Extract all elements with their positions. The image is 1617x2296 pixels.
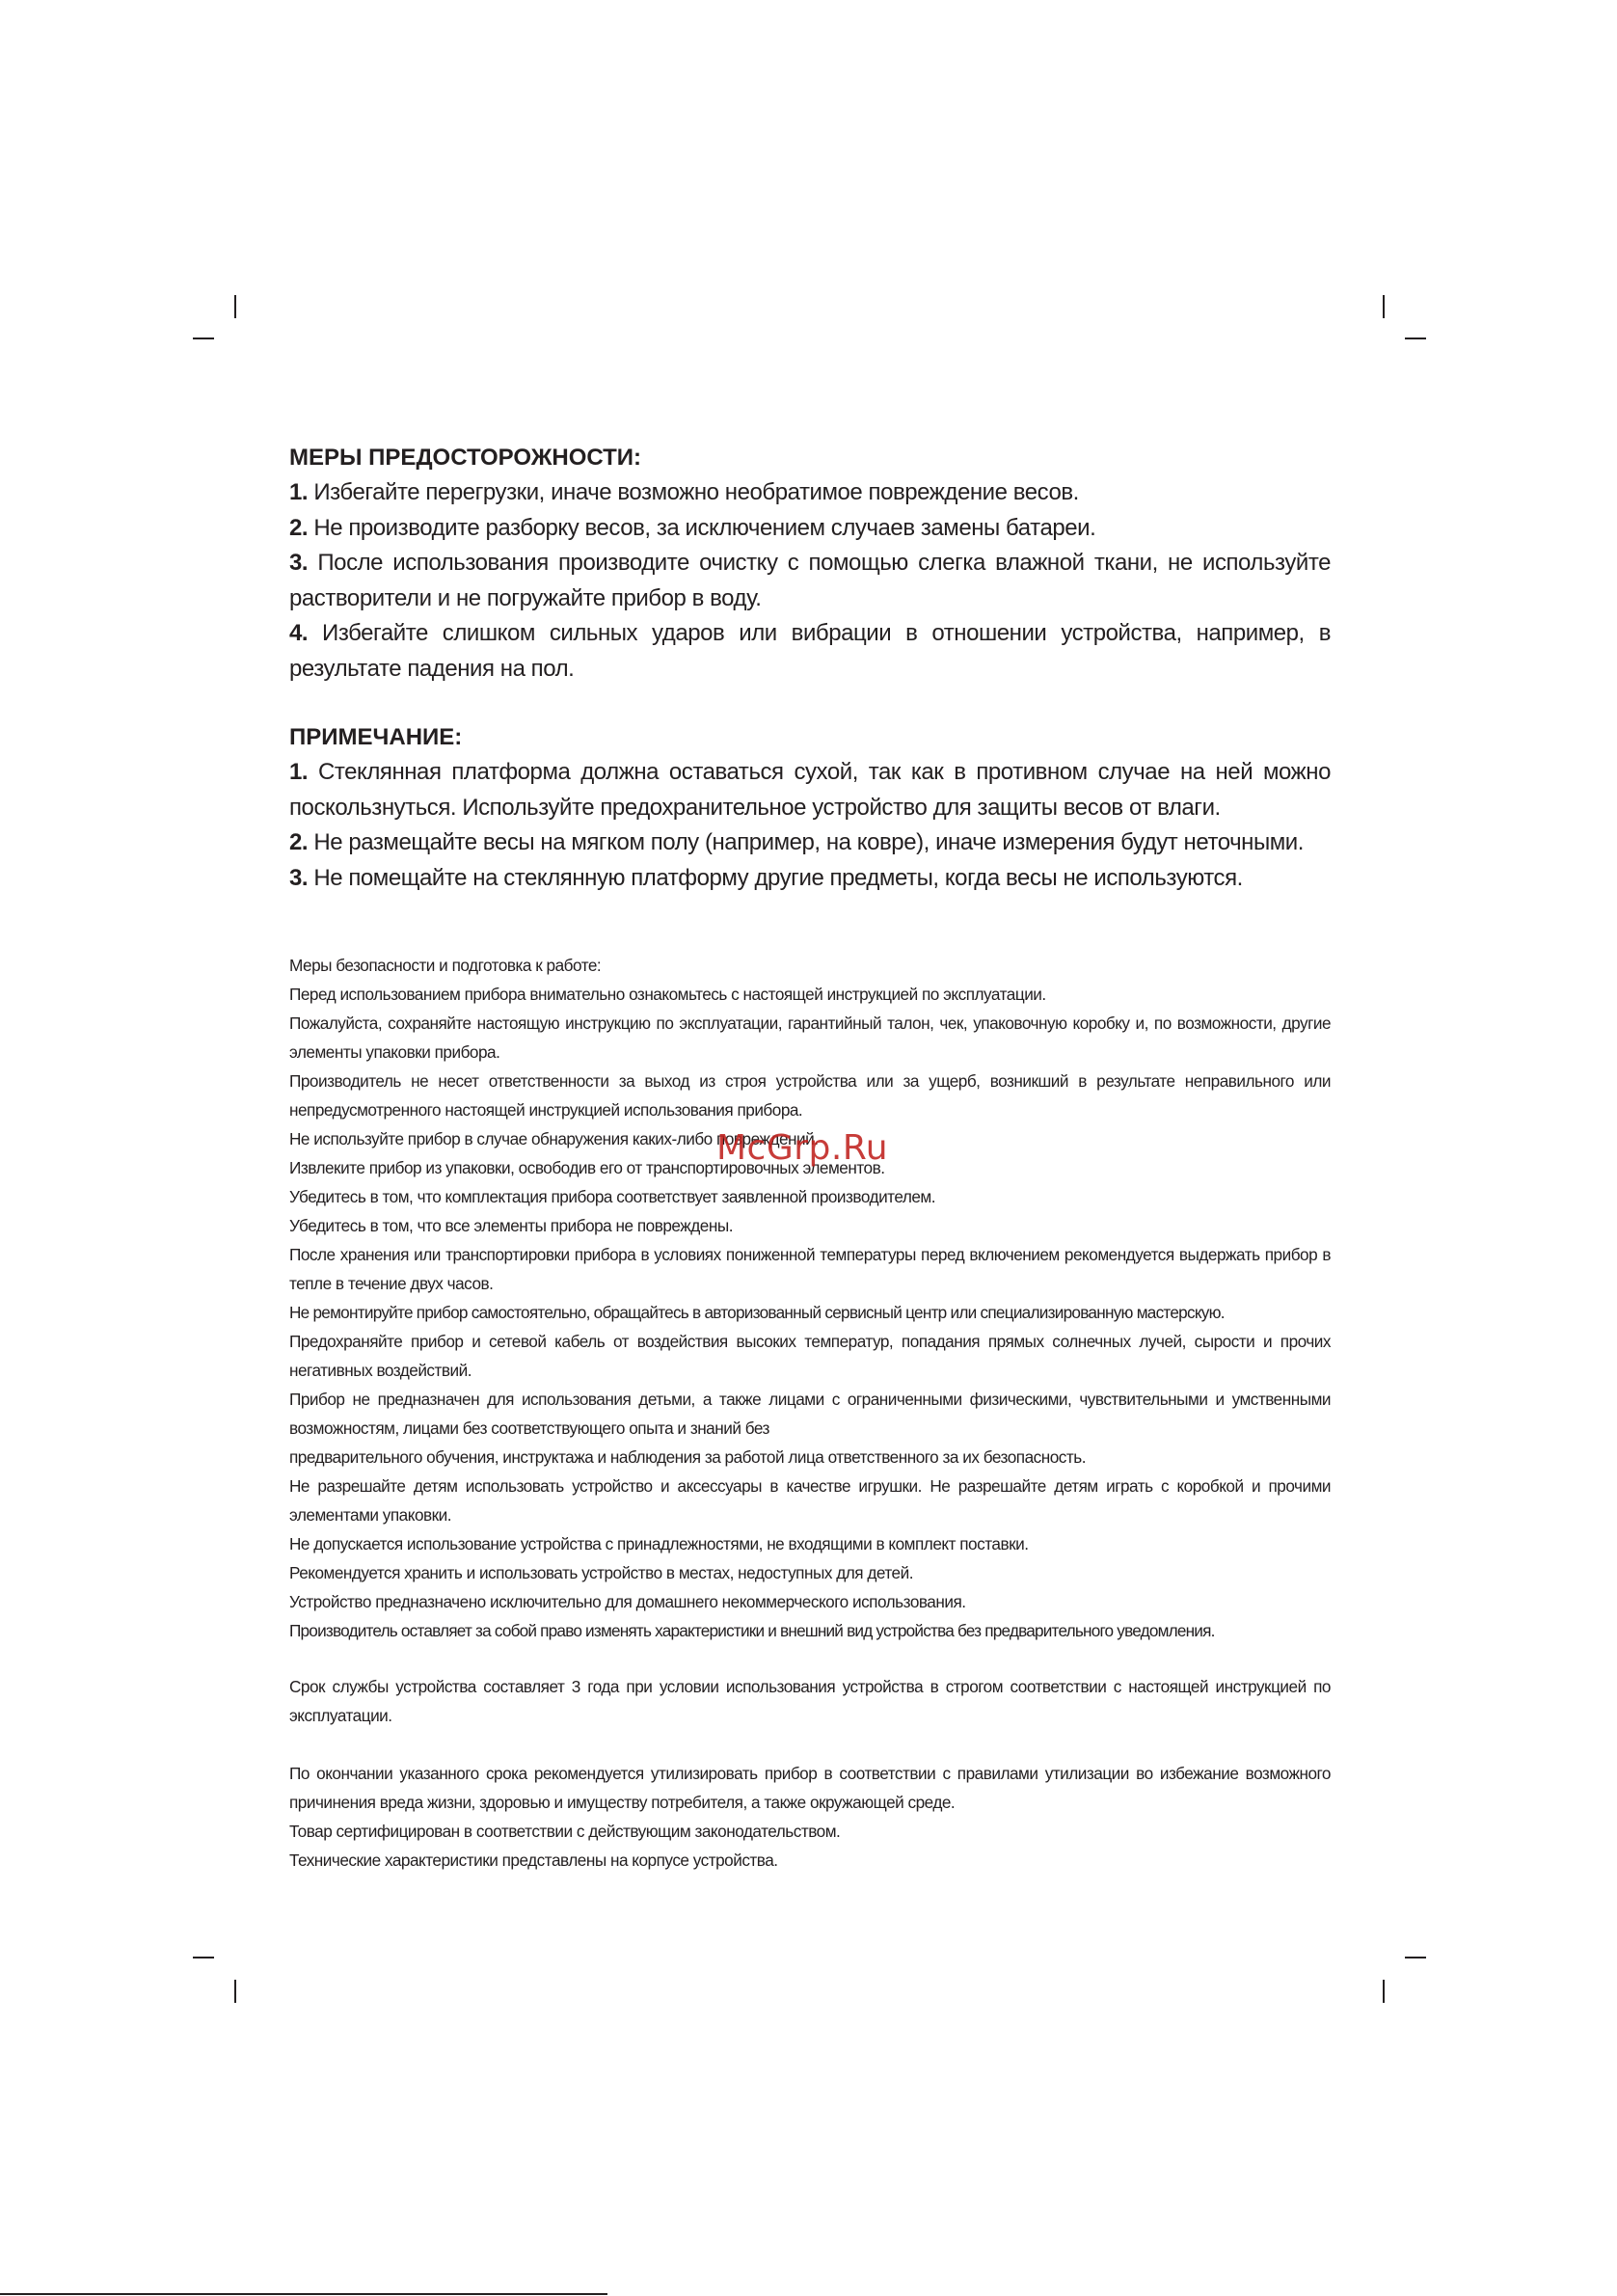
precautions-section (289, 442, 1331, 687)
watermark: McGrp.Ru (716, 1128, 889, 1168)
precautions-list (289, 475, 1331, 687)
list-item (289, 825, 1331, 861)
safety-paragraph: Производитель не несет ответственности за выход из строя устройства или за ущерб, возникший в результате неправильного или непредусмотренного настоящей инструкцией использования прибора. (289, 1071, 1331, 1120)
crop-mark (1383, 295, 1385, 318)
safety-paragraph: Убедитесь в том, что комплектация прибора соответствует заявленной производителем. (289, 1187, 936, 1206)
safety-paragraph: Предохраняйте прибор и сетевой кабель от воздействия высоких температур, попадания прямых солнечных лучей, сырости и прочих негативных воздействий. (289, 1332, 1331, 1380)
crop-mark (193, 338, 214, 339)
crop-mark (234, 295, 236, 318)
item-number: 1. (289, 479, 309, 505)
crop-mark (193, 1957, 214, 1958)
bottom-rule (0, 2293, 607, 2295)
list-item (289, 755, 1331, 825)
item-text: Стеклянная платформа должна оставаться сухой, так как в противном случае на ней можно поскользнуться. Используйте предохранительное устройство для защиты весов от влаги. (289, 759, 1331, 821)
safety-heading: Меры безопасности и подготовка к работе: (289, 956, 602, 975)
list-item (289, 861, 1331, 897)
safety-paragraph: Не допускается использование устройства с принадлежностями, не входящими в комплект поставки. (289, 1534, 1029, 1553)
item-number: 3. (289, 864, 309, 891)
item-number: 3. (289, 550, 309, 576)
disposal-paragraph: По окончании указанного срока рекомендуется утилизировать прибор в соответствии с правилами утилизации во избежание возможного причинения вреда жизни, здоровью и имуществу потребителя, а также окружающей среде. (289, 1764, 1331, 1812)
crop-mark (1383, 1980, 1385, 2003)
list-item (289, 475, 1331, 511)
safety-paragraph: Не разрешайте детям использовать устройство и аксессуары в качестве игрушки. Не разрешайте детям играть с коробкой и прочими элементами упаковки. (289, 1476, 1331, 1525)
service-life-text: Срок службы устройства составляет 3 года при условии использования устройства в строгом соответствии с настоящей инструкцией по эксплуатации. (289, 1677, 1331, 1725)
item-text: Избегайте перегрузки, иначе возможно необратимое повреждение весов. (308, 479, 1079, 505)
safety-paragraph: Не ремонтируйте прибор самостоятельно, обращайтесь в авторизованный сервисный центр или специализированную мастерскую. (289, 1303, 1225, 1322)
safety-paragraph: Прибор не предназначен для использования детьми, а также лицами с ограниченными физическими, чувствительными и умственными возможностям, лицами без соответствующего опыта и знаний без (289, 1390, 1331, 1438)
crop-mark (1405, 1957, 1426, 1958)
disposal-section (289, 1759, 1331, 1875)
note-list (289, 755, 1331, 896)
note-section (289, 721, 1331, 896)
safety-paragraph: Производитель оставляет за собой право изменять характеристики и внешний вид устройства без предварительного уведомления. (289, 1621, 1215, 1640)
safety-paragraph: Рекомендуется хранить и использовать устройство в местах, недоступных для детей. (289, 1563, 913, 1582)
list-item (289, 546, 1331, 616)
safety-paragraph: Устройство предназначено исключительно для домашнего некоммерческого использования. (289, 1592, 966, 1611)
item-number: 4. (289, 620, 309, 646)
list-item (289, 616, 1331, 687)
safety-paragraph: Пожалуйста, сохраняйте настоящую инструкцию по эксплуатации, гарантийный талон, чек, упаковочную коробку и, по возможности, другие элементы упаковки прибора. (289, 1013, 1331, 1062)
item-text: Не размещайте весы на мягком полу (например, на ковре), иначе измерения будут неточными. (308, 829, 1304, 855)
item-number: 2. (289, 829, 309, 855)
item-number: 2. (289, 514, 309, 541)
safety-paragraph: предварительного обучения, инструктажа и наблюдения за работой лица ответственного за их безопасность. (289, 1447, 1086, 1467)
item-text: Не помещайте на стеклянную платформу другие предметы, когда весы не используются. (308, 864, 1243, 891)
safety-paragraph: Извлеките прибор из упаковки, освободив его от транспортировочных элементов. (289, 1158, 885, 1177)
item-number: 1. (289, 759, 309, 785)
safety-paragraph: Перед использованием прибора внимательно ознакомьтесь с настоящей инструкцией по эксплуатации. (289, 985, 1046, 1004)
safety-paragraph: Убедитесь в том, что все элементы прибора не повреждены. (289, 1216, 733, 1235)
precautions-title: МЕРЫ ПРЕДОСТОРОЖНОСТИ: (289, 445, 642, 471)
item-text: После использования производите очистку с помощью слегка влажной ткани, не используйте растворители и не погружайте прибор в воду. (289, 550, 1331, 611)
note-title: ПРИМЕЧАНИЕ: (289, 724, 463, 750)
item-text: Избегайте слишком сильных ударов или вибрации в отношении устройства, например, в результате падения на пол. (289, 620, 1331, 682)
safety-paragraph: После хранения или транспортировки прибора в условиях пониженной температуры перед включением рекомендуется выдержать прибор в тепле в течение двух часов. (289, 1245, 1331, 1293)
disposal-paragraph: Технические характеристики представлены на корпусе устройства. (289, 1850, 778, 1870)
list-item (289, 511, 1331, 547)
safety-section (289, 951, 1331, 1645)
item-text: Не производите разборку весов, за исключением случаев замены батареи. (308, 514, 1096, 541)
safety-paragraph: Не используйте прибор в случае обнаружения каких-либо повреждений. (289, 1129, 819, 1148)
crop-mark (234, 1980, 236, 2003)
service-life-section (289, 1672, 1331, 1730)
crop-mark (1405, 338, 1426, 339)
disposal-paragraph: Товар сертифицирован в соответствии с действующим законодательством. (289, 1822, 841, 1841)
